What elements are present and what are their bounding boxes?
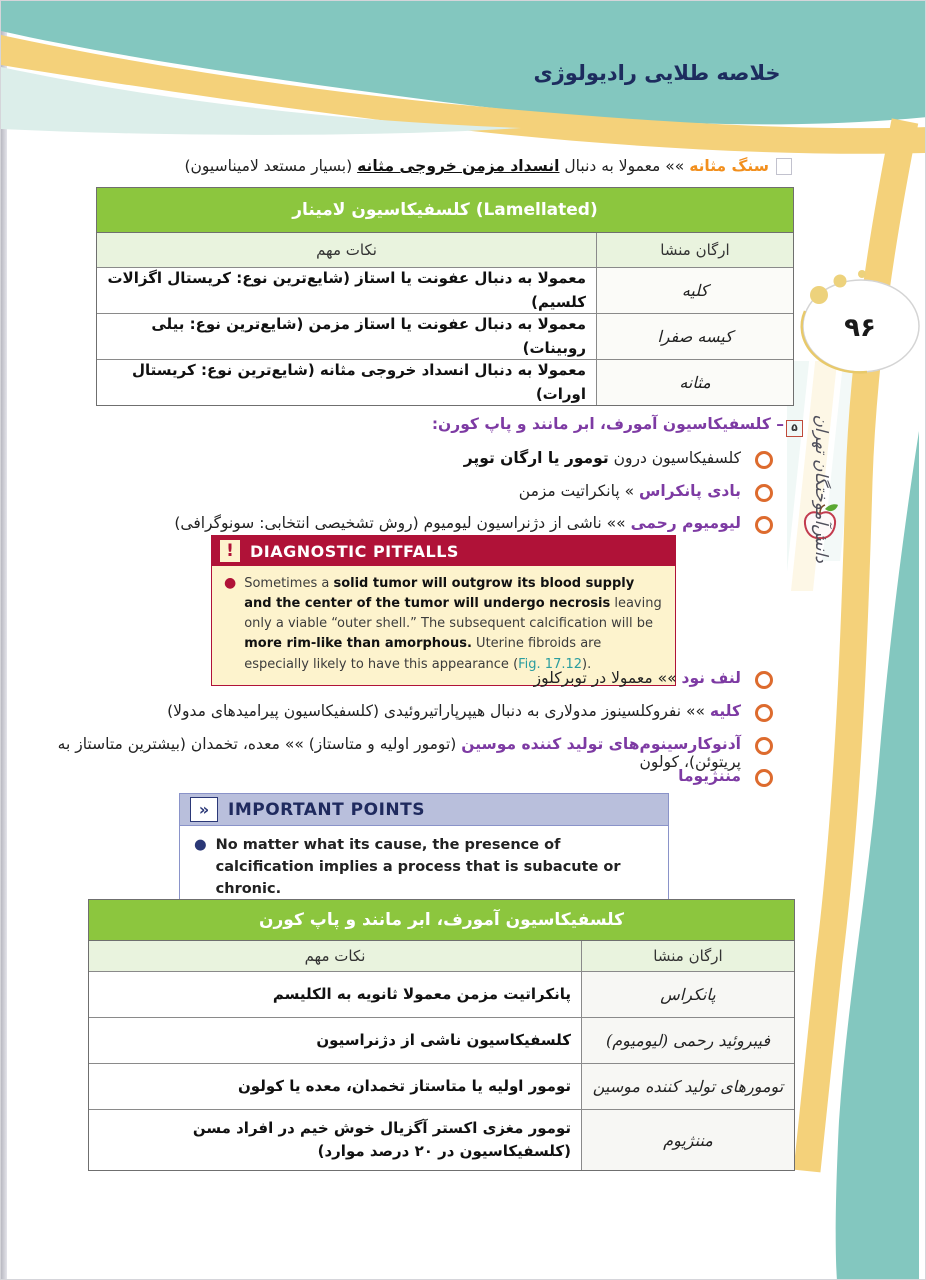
table-lamellated-title: کلسفیکاسیون لامینار (Lamellated): [97, 188, 793, 233]
bullet-dot-icon: ●: [194, 837, 207, 853]
important-points-header: [180, 794, 668, 826]
bullet-item: [41, 735, 773, 771]
chevron-right-icon: »: [190, 797, 218, 822]
table-row: [89, 972, 794, 1018]
ring-bullet-icon: [755, 671, 773, 689]
bullet-keyword: کلیه: [709, 702, 741, 720]
figure-reference: Fig. 17.12: [518, 656, 583, 672]
bullet-text: نفروکلسینوز مدولاری به دنبال هیپرپاراتیروئیدی (کلسفیکاسیون پیرامیدهای مدولا): [167, 702, 682, 720]
ring-bullet-icon: [755, 451, 773, 469]
table-row: [97, 268, 793, 314]
table-lamellated-header-row: [97, 233, 793, 268]
bullet-text: معمولا در توبرکلوز: [533, 669, 653, 687]
bullet-keyword: بادی پانکراس: [638, 482, 741, 500]
section-dash: –: [770, 415, 784, 433]
bullet-keyword: آدنوکارسینوم‌های تولید کننده موسین: [461, 735, 741, 753]
bullet-item: [61, 767, 773, 787]
table-amorphous: [88, 899, 795, 1171]
intro-bold-term: انسداد مزمن خروجی مثانه: [357, 157, 560, 175]
bullet-dot-icon: ●: [224, 575, 237, 591]
col-header-notes: نکات مهم: [316, 241, 377, 259]
ring-bullet-icon: [755, 769, 773, 787]
exclamation-icon: !: [220, 540, 240, 562]
table-lamellated: [96, 187, 794, 406]
note-cell: تومور مغزی اکستر آگزیال خوش خیم در افراد مسن (کلسفیکاسیون در ۲۰ درصد موارد): [192, 1118, 571, 1160]
intro-tail: (بسیار مستعد لامیناسیون): [184, 157, 358, 175]
bullet-bold: تومور یا ارگان توپر: [463, 449, 609, 467]
organ-cell: کیسه صفرا: [596, 314, 793, 359]
section-title: کلسفیکاسیون آمورف، ابر مانند و پاپ کورن:: [431, 415, 771, 433]
pitfalls-title: DIAGNOSTIC PITFALLS: [250, 541, 459, 561]
note-cell: کلسفیکاسیون ناشی از دژنراسیون: [316, 1030, 571, 1049]
pitfalls-text: leaving only a viable “outer shell.” The subsequent calcification will be: [244, 596, 662, 632]
organ-cell: مثانه: [596, 360, 793, 405]
intro-line: [101, 157, 769, 175]
note-cell: تومور اولیه یا متاستاز تخمدان، معده یا کولون: [238, 1076, 571, 1095]
ring-bullet-icon: [755, 704, 773, 722]
bullet-text: (تومور اولیه و متاستاز) »» معده، تخمدان (بیشترین متاستاز به پریتوئن)، کولون: [57, 735, 741, 771]
organ-cell: تومورهای تولید کننده موسین: [581, 1064, 794, 1109]
note-cell: معمولا به دنبال انسداد خروجی مثانه (شایع‌ترین نوع: کریستال اورات): [132, 361, 586, 403]
col-header-organ: ارگان منشا: [596, 233, 793, 267]
pitfalls-body: [212, 566, 675, 685]
bullet-keyword: مننژیوما: [678, 767, 741, 785]
note-cell: معمولا به دنبال عفونت یا استاز مزمن (شایع‌ترین نوع: بیلی روبینات): [151, 315, 586, 357]
important-points-text: No matter what its cause, the presence of calcification implies a process that is subacute or chronic.: [215, 837, 621, 897]
section-number-box: ۵: [786, 420, 803, 437]
bullet-keyword: لنف نود: [681, 669, 741, 687]
bullet-text: ناشی از دژنراسیون لیومیوم (روش تشخیصی انتخابی: سونوگرافی): [174, 514, 602, 532]
section-header: [301, 415, 803, 437]
organ-cell: کلیه: [596, 268, 793, 313]
bullet-sep: »»: [601, 514, 631, 532]
pitfalls-bold: solid tumor will outgrow its blood supply and the center of the tumor will undergo necrosis: [244, 576, 635, 612]
right-rail-decoration: [787, 1, 926, 1280]
bullet-text: کلسفیکاسیون درون: [608, 449, 741, 467]
note-cell: پانکراتیت مزمن معمولا ثانویه به الکلیسم: [272, 984, 571, 1003]
table-row: [89, 1064, 794, 1110]
organ-cell: فیبروئید رحمی (لیومیوم): [581, 1018, 794, 1063]
bullet-sep: »: [619, 482, 639, 500]
bullet-item: [151, 449, 773, 469]
col-header-notes: نکات مهم: [304, 947, 366, 965]
intro-sep: »» معمولا به دنبال: [559, 157, 690, 175]
bullet-item: [61, 669, 773, 689]
table-amorphous-header-row: [89, 941, 794, 972]
pitfalls-text: Uterine fibroids are especially likely to have this appearance (: [244, 636, 602, 672]
pitfalls-text: ).: [582, 656, 592, 672]
page-title: خلاصه طلایی رادیولوژی: [533, 61, 781, 85]
col-header-organ: ارگان منشا: [581, 941, 794, 971]
bullet-keyword: لیومیوم رحمی: [630, 514, 741, 532]
bullet-item: [61, 702, 773, 722]
important-points-box: [179, 793, 669, 912]
ring-bullet-icon: [755, 484, 773, 502]
ring-bullet-icon: [755, 516, 773, 534]
brand-vertical-text: دانش‌آموختگان تهران: [811, 414, 831, 563]
pitfalls-bold: more rim-like than amorphous.: [244, 636, 472, 652]
pitfalls-header: [212, 536, 675, 566]
intro-keyword: سنگ مثانه: [689, 157, 769, 175]
table-row: [89, 1110, 794, 1170]
bullet-text: پانکراتیت مزمن: [518, 482, 620, 500]
checkbox-bullet-icon: [776, 158, 792, 175]
bullet-item: [151, 482, 773, 502]
organ-cell: پانکراس: [581, 972, 794, 1017]
important-points-title: IMPORTANT POINTS: [228, 799, 425, 820]
bullet-sep: »»: [681, 702, 710, 720]
table-row: [97, 360, 793, 405]
bullet-item: [151, 514, 773, 534]
bullet-sep: »»: [652, 669, 682, 687]
page-number: ۹۶: [844, 313, 876, 343]
table-row: [89, 1018, 794, 1064]
page-edge-shadow: [1, 1, 7, 1279]
pitfalls-text: Sometimes a: [244, 576, 334, 591]
organ-cell: مننژیوم: [581, 1110, 794, 1170]
note-cell: معمولا به دنبال عفونت یا استاز (شایع‌ترین نوع: کریستال اگزالات کلسیم): [107, 269, 586, 311]
table-row: [97, 314, 793, 360]
diagnostic-pitfalls-box: [211, 535, 676, 686]
ring-bullet-icon: [755, 737, 773, 755]
table-amorphous-title: کلسفیکاسیون آمورف، ابر مانند و پاپ کورن: [89, 900, 794, 941]
